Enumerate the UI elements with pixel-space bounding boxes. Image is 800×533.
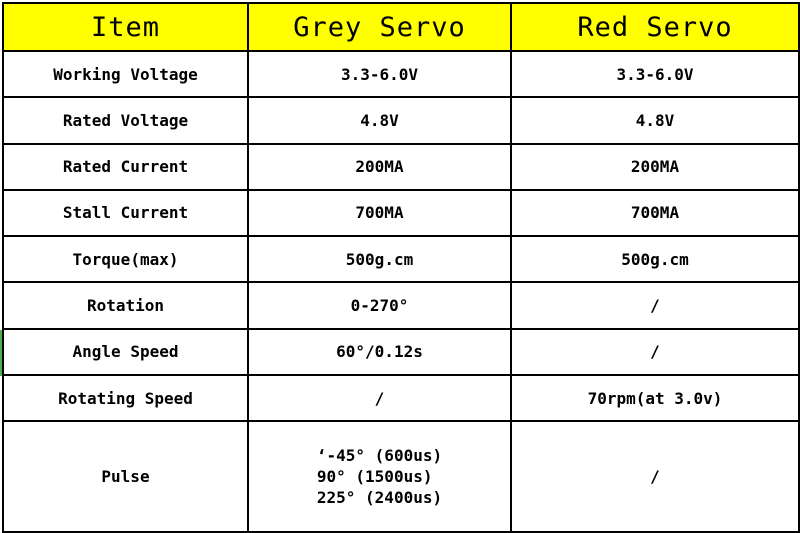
red-value-cell: 3.3-6.0V <box>511 51 799 97</box>
item-cell: Rated Voltage <box>3 97 248 143</box>
red-value-cell: / <box>511 329 799 375</box>
header-row <box>3 3 799 51</box>
grey-value-cell: / <box>248 375 511 421</box>
item-cell: Rotation <box>3 282 248 328</box>
table-row <box>3 51 799 97</box>
grey-pulse-cell <box>248 421 511 532</box>
grey-value-cell: 3.3-6.0V <box>248 51 511 97</box>
item-cell: Pulse <box>3 421 248 532</box>
item-cell: Rated Current <box>3 144 248 190</box>
table-row <box>3 190 799 236</box>
pulse-line: 225° (2400us) <box>316 488 443 508</box>
grey-value-cell: 60°/0.12s <box>248 329 511 375</box>
item-cell: Rotating Speed <box>3 375 248 421</box>
pulse-line: ‘-45° (600us) <box>316 446 443 466</box>
header-red-servo: Red Servo <box>511 3 799 51</box>
table-row <box>3 282 799 328</box>
red-value-cell: 200MA <box>511 144 799 190</box>
table-row <box>3 375 799 421</box>
header-grey-servo: Grey Servo <box>248 3 511 51</box>
pulse-line: 90° (1500us) <box>316 467 433 487</box>
red-value-cell: / <box>511 282 799 328</box>
grey-value-cell: 200MA <box>248 144 511 190</box>
table-row <box>3 329 799 375</box>
item-cell: Stall Current <box>3 190 248 236</box>
table-row <box>3 236 799 282</box>
item-cell: Torque(max) <box>3 236 248 282</box>
pulse-lines <box>317 445 442 508</box>
table-row <box>3 97 799 143</box>
grey-value-cell: 4.8V <box>248 97 511 143</box>
red-value-cell: / <box>511 421 799 532</box>
table-row-pulse <box>3 421 799 532</box>
red-value-cell: 500g.cm <box>511 236 799 282</box>
table-row <box>3 144 799 190</box>
grey-value-cell: 500g.cm <box>248 236 511 282</box>
servo-spec-table <box>2 2 800 533</box>
header-item: Item <box>3 3 248 51</box>
item-cell: Working Voltage <box>3 51 248 97</box>
grey-value-cell: 0-270° <box>248 282 511 328</box>
red-value-cell: 700MA <box>511 190 799 236</box>
red-value-cell: 70rpm(at 3.0v) <box>511 375 799 421</box>
grey-value-cell: 700MA <box>248 190 511 236</box>
red-value-cell: 4.8V <box>511 97 799 143</box>
item-cell: Angle Speed <box>3 329 248 375</box>
